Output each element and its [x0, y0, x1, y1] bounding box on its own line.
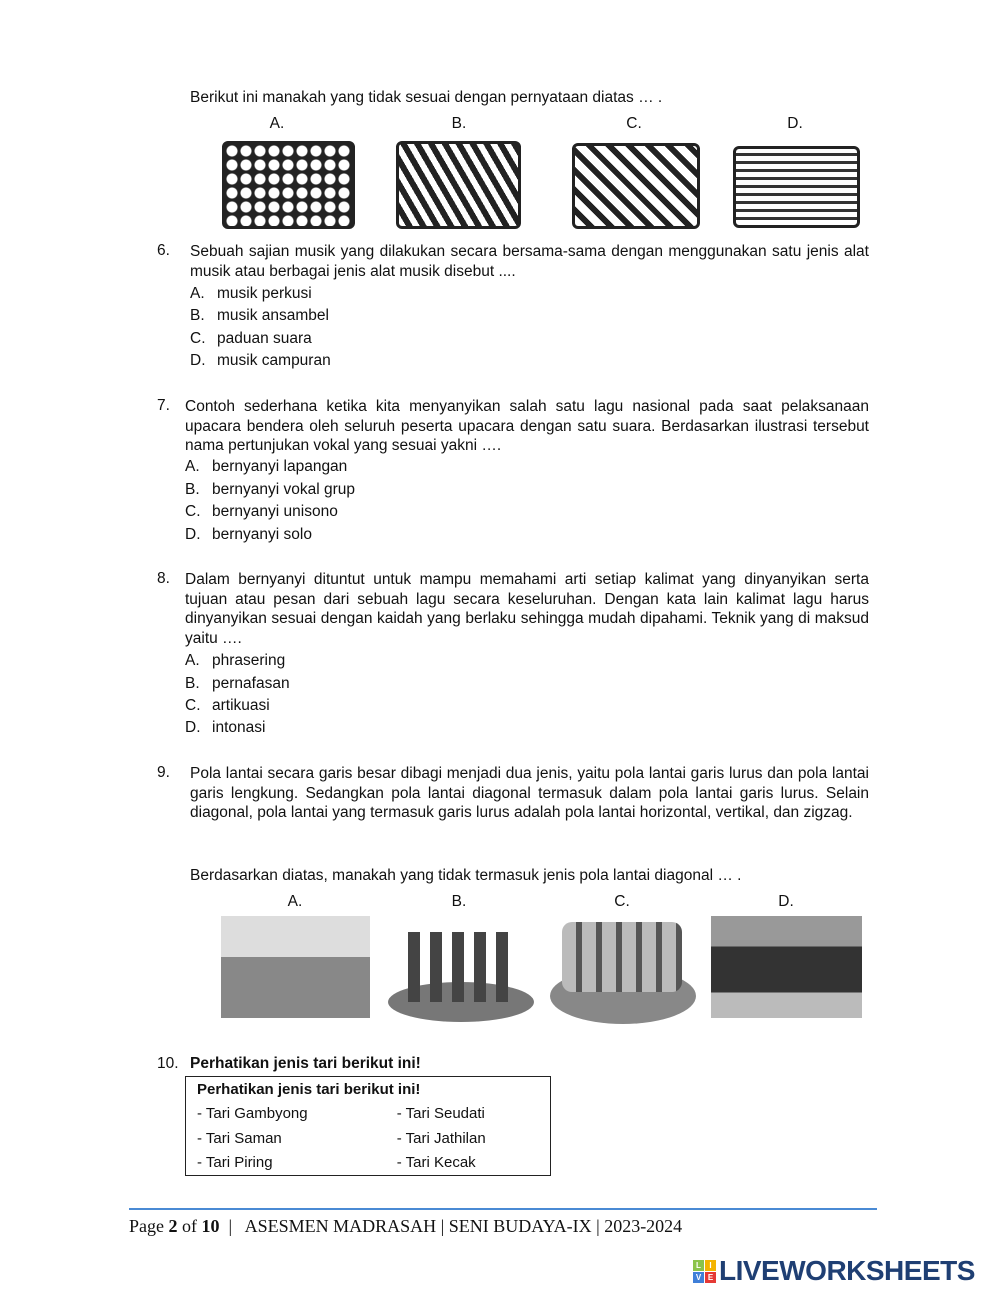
q5-prompt: Berikut ini manakah yang tidak sesuai dengan pernyataan diatas … .	[190, 89, 663, 106]
dance-item: - Tari Piring	[197, 1154, 273, 1172]
dance-illustration-b	[386, 912, 536, 1024]
dance-item: - Tari Saman	[197, 1129, 282, 1147]
dance-item: - Tari Kecak	[396, 1154, 476, 1172]
q9-label-b: B.	[451, 893, 467, 910]
dance-illustration-c	[550, 916, 696, 1024]
dance-photo-d	[711, 916, 862, 1018]
dance-item: - Tari Jathilan	[396, 1129, 486, 1147]
q8-text: Dalam bernyanyi dituntut untuk mampu memahami arti setiap kalimat yang dinyanyikan serta tujuan atau pesan dari sebuah lagu secara keseluruhan. Dengan kata lain kalimat lagu harus dinyanyikan sesuai dengan kaidah yang berlaku sehingga mudah dipahami. Teknik yang di maksud yaitu ….	[185, 571, 869, 647]
footer-divider	[129, 1208, 877, 1210]
dance-item: - Tari Seudati	[396, 1105, 485, 1123]
logo-text: LIVEWORKSHEETS	[719, 1255, 975, 1286]
q9-label-a: A.	[287, 893, 303, 910]
q5-label-d: D.	[787, 115, 803, 132]
q9-label-d: D.	[778, 893, 794, 910]
q6-option-c[interactable]: C. paduan suara	[190, 330, 312, 347]
q8-option-b[interactable]: B. pernafasan	[185, 675, 290, 692]
q7-option-b[interactable]: B. bernyanyi vokal grup	[185, 481, 356, 498]
dance-list-box	[185, 1076, 551, 1176]
q7-number: 7.	[157, 397, 170, 414]
q6-option-d[interactable]: D. musik campuran	[190, 352, 331, 369]
q7-option-c[interactable]: C. bernyanyi unisono	[185, 503, 338, 520]
q7-text: Contoh sederhana ketika kita menyanyikan salah satu lagu nasional pada saat pelaksanaan upacara bendera oleh seluruh peserta upacara dengan satu suara. Berdasarkan ilustrasi tersebut nama pertunjukan vokal yang sesuai yakni ….	[185, 398, 869, 454]
liveworksheets-logo[interactable]	[693, 1255, 975, 1287]
q10-text: Perhatikan jenis tari berikut ini!	[190, 1055, 421, 1072]
q6-number: 6.	[157, 242, 170, 259]
q9-text: Pola lantai secara garis besar dibagi menjadi dua jenis, yaitu pola lantai garis lurus dan pola lantai garis lengkung. Sedangkan pola lantai diagonal termasuk dalam pola lantai garis lurus. Selain diagonal, pola lantai yang termasuk garis lurus adalah pola lantai horizontal, vertikal, dan zigzag.	[190, 765, 869, 821]
batik-kawung-image	[222, 141, 355, 229]
q8-number: 8.	[157, 570, 170, 587]
box-title: Perhatikan jenis tari berikut ini!	[197, 1080, 421, 1098]
q9-prompt: Berdasarkan diatas, manakah yang tidak termasuk jenis pola lantai diagonal … .	[190, 867, 742, 884]
dance-photo-a	[221, 916, 370, 1018]
batik-meander-image	[733, 146, 860, 228]
q8-option-c[interactable]: C. artikuasi	[185, 697, 270, 714]
batik-tumpal-image	[396, 141, 521, 229]
q6-option-b[interactable]: B. musik ansambel	[190, 307, 329, 324]
page-number: 2	[168, 1216, 178, 1236]
q6-option-a[interactable]: A. musik perkusi	[190, 285, 312, 302]
q8-option-a[interactable]: A. phrasering	[185, 652, 286, 669]
q9-label-c: C.	[614, 893, 630, 910]
logo-cubes-icon: L I V E	[693, 1260, 716, 1283]
q5-label-b: B.	[451, 115, 467, 132]
q7-option-a[interactable]: A. bernyanyi lapangan	[185, 458, 348, 475]
page-footer: Page 2 of 10 | ASESMEN MADRASAH | SENI BUDAYA-IX | 2023-2024	[129, 1216, 683, 1236]
q7-option-d[interactable]: D. bernyanyi solo	[185, 526, 312, 543]
batik-parang-image	[572, 143, 700, 229]
dance-item: - Tari Gambyong	[197, 1105, 308, 1123]
q8-option-d[interactable]: D. intonasi	[185, 719, 266, 736]
q9-number: 9.	[157, 764, 170, 781]
page-total: 10	[201, 1216, 220, 1236]
q6-text: Sebuah sajian musik yang dilakukan secara bersama-sama dengan menggunakan satu jenis alat musik atau berbagai jenis alat musik disebut ....	[190, 243, 869, 280]
q5-label-c: C.	[626, 115, 642, 132]
q10-number: 10.	[157, 1055, 179, 1072]
q5-label-a: A.	[269, 115, 285, 132]
